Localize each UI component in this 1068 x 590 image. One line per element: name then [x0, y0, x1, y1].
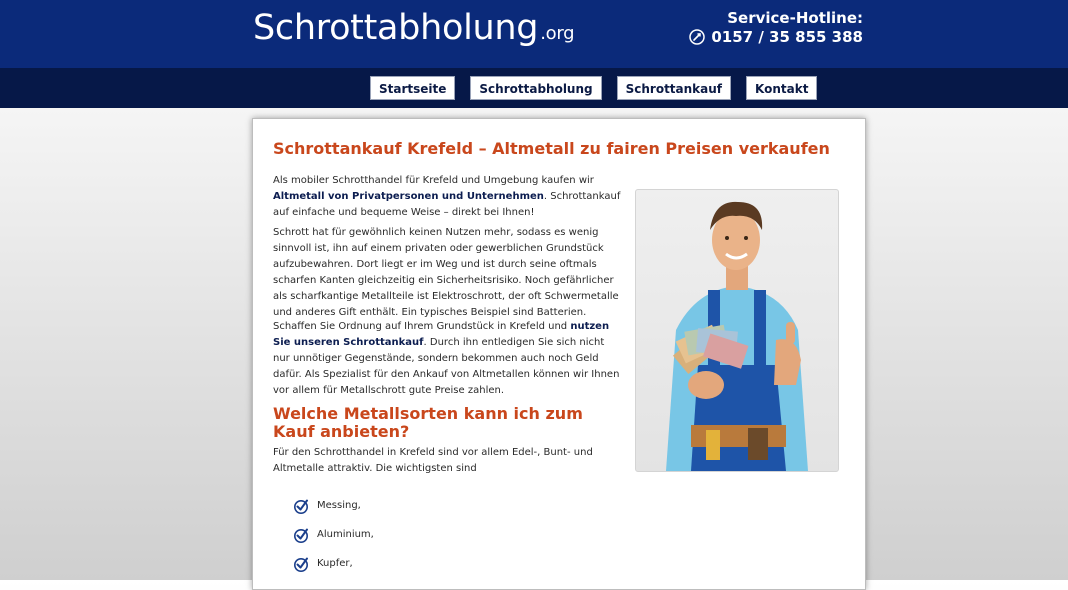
nav-item-startseite[interactable]: Startseite	[370, 76, 455, 100]
metals-intro	[273, 445, 623, 477]
section-heading: Welche Metallsorten kann ich zum Kauf anbieten?	[273, 404, 583, 441]
checkmark-icon	[293, 527, 309, 543]
intro-paragraph	[273, 173, 623, 221]
logo-tld: .org	[540, 23, 575, 44]
worker-illustration	[636, 190, 838, 471]
main-navigation	[0, 68, 1068, 108]
site-header	[0, 0, 1068, 68]
hotline-number: 0157 / 35 855 388	[711, 28, 863, 46]
service-hotline	[689, 9, 863, 46]
intro-text-2: . Schrottankauf auf einfache und bequeme Weise – direkt bei Ihnen!	[273, 191, 621, 218]
nav-item-kontakt[interactable]: Kontakt	[746, 76, 817, 100]
intro-text-1: Als mobiler Schrotthandel für Krefeld und Umgebung kaufen wir	[273, 175, 594, 186]
list-item	[293, 491, 374, 520]
phone-icon	[689, 29, 705, 45]
hotline-number-row[interactable]	[689, 28, 863, 46]
logo-main: Schrottabholung	[253, 8, 539, 48]
order-bold: nutzen Sie unseren Schrottankauf	[273, 321, 610, 348]
hotline-label: Service-Hotline:	[727, 9, 863, 27]
order-text-2: . Durch ihn entledigen Sie sich nicht nur unnötiger Gegenstände, sondern bekommen auch noch Geld dafür. Als Spezialist für den Ankauf von Altmetallen können wir Ihnen vor allem für Metallschrott gute Preise zahlen.	[273, 337, 620, 396]
nav-item-schrottabholung[interactable]: Schrottabholung	[470, 76, 601, 100]
site-logo[interactable]	[253, 8, 574, 48]
checkmark-icon	[293, 556, 309, 572]
checkmark-icon	[293, 498, 309, 514]
metal-list	[293, 491, 374, 578]
list-item	[293, 549, 374, 578]
scrap-text: Schrott hat für gewöhnlich keinen Nutzen mehr, sodass es wenig sinnvoll ist, ihn auf einem privaten oder gewerblichen Grundstück aufzubewahren. Dort liegt er im Weg und ist durch seine oftmals scharfen Kanten gleichzeitig ein Sicherheitsrisiko. Noch gefährlicher als scharfkantige Metallteile ist Elektroschrott, der oft Schwermetalle und anderes Gift enthält. Ein typisches Beispiel sind Batterien.	[273, 227, 619, 318]
list-item	[293, 520, 374, 549]
intro-bold: Altmetall von Privatpersonen und Unternehmen	[273, 191, 544, 202]
order-text-1: Schaffen Sie Ordnung auf Ihrem Grundstück in Krefeld und	[273, 321, 571, 332]
scrap-paragraph	[273, 225, 623, 321]
metal-name: Messing,	[317, 500, 361, 511]
nav-item-schrottankauf[interactable]: Schrottankauf	[617, 76, 731, 100]
content-panel	[252, 118, 866, 590]
metal-name: Aluminium,	[317, 529, 374, 540]
metal-name: Kupfer,	[317, 558, 353, 569]
worker-photo	[635, 189, 839, 472]
order-paragraph	[273, 319, 623, 399]
page-title: Schrottankauf Krefeld – Altmetall zu fairen Preisen verkaufen	[273, 139, 830, 158]
metals-intro-text: Für den Schrotthandel in Krefeld sind vor allem Edel-, Bunt- und Altmetalle attraktiv. Die wichtigsten sind	[273, 447, 593, 474]
